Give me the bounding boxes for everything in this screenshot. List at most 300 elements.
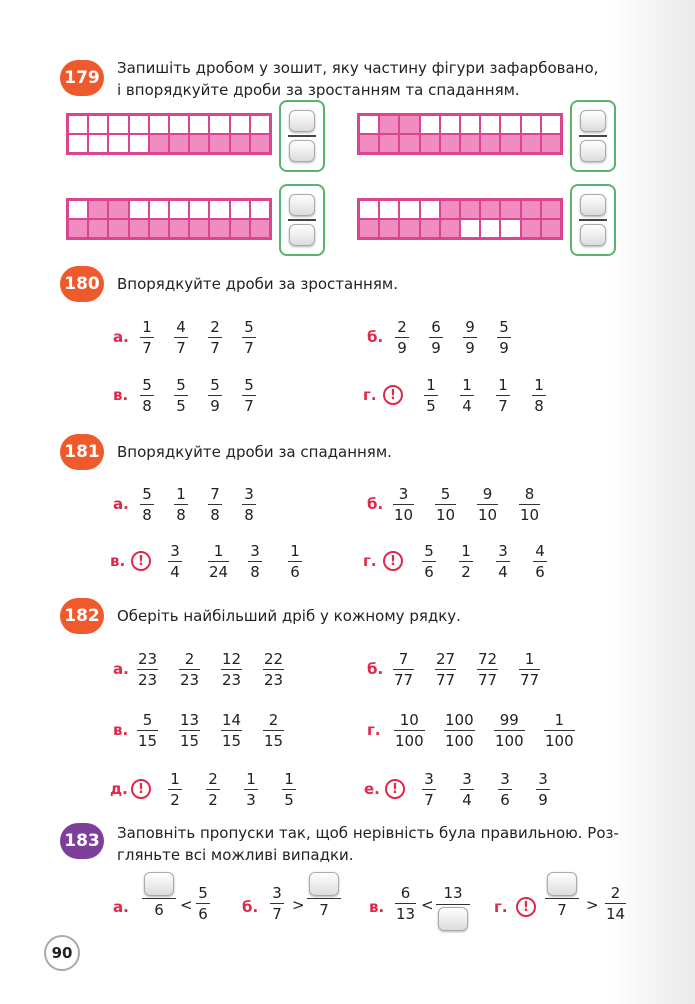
option-letter: г. bbox=[363, 552, 377, 570]
fraction bbox=[174, 318, 188, 357]
fraction bbox=[519, 650, 540, 689]
numerator: 1 bbox=[290, 542, 300, 560]
numerator: 3 bbox=[398, 485, 409, 503]
fraction: 3 7 bbox=[270, 884, 284, 923]
denominator: 7 bbox=[498, 397, 508, 415]
fraction bbox=[424, 376, 438, 415]
fraction bbox=[206, 770, 220, 809]
fraction bbox=[498, 770, 512, 809]
empty-cell bbox=[230, 200, 250, 219]
denominator: 10 bbox=[436, 506, 456, 524]
fraction bbox=[179, 650, 200, 689]
denominator: 9 bbox=[431, 339, 441, 357]
warning-icon: ! bbox=[131, 551, 151, 571]
fraction bbox=[137, 711, 158, 750]
fraction bbox=[477, 650, 498, 689]
denominator: 9 bbox=[210, 397, 220, 415]
fraction bbox=[393, 650, 414, 689]
shaded-cell bbox=[169, 219, 189, 238]
shaded-cell bbox=[359, 134, 379, 153]
denominator: 23 bbox=[138, 671, 158, 689]
shaded-cell bbox=[250, 219, 270, 238]
empty-cell bbox=[460, 115, 480, 134]
denominator: 8 bbox=[250, 563, 260, 581]
denominator: 7 bbox=[244, 339, 254, 357]
blank-input[interactable] bbox=[547, 872, 577, 896]
denominator: 3 bbox=[246, 791, 256, 809]
task-181-badge: 181 bbox=[60, 434, 104, 470]
shaded-cell bbox=[440, 219, 460, 238]
task-180-badge: 180 bbox=[60, 266, 104, 302]
empty-cell bbox=[88, 115, 108, 134]
shaded-cell bbox=[420, 134, 440, 153]
numerator: 5 bbox=[142, 485, 152, 503]
denominator: 6 bbox=[535, 563, 545, 581]
denominator: 24 bbox=[209, 563, 229, 581]
task-179-text-line2: і впорядкуйте дроби за зростанням та спаданням. bbox=[117, 81, 520, 99]
blank-fraction-183d bbox=[545, 872, 579, 919]
numerator: 1 bbox=[170, 770, 180, 788]
shaded-cell bbox=[541, 200, 561, 219]
fraction bbox=[208, 318, 222, 357]
shaded-cell bbox=[420, 219, 440, 238]
fraction bbox=[429, 318, 443, 357]
shaded-cell bbox=[541, 219, 561, 238]
numerator: 5 bbox=[244, 376, 254, 394]
blank-fraction-183c bbox=[436, 884, 470, 931]
numerator: 13 bbox=[443, 884, 463, 902]
denominator: 8 bbox=[142, 397, 152, 415]
task-183-badge: 183 bbox=[60, 823, 104, 859]
empty-cell bbox=[129, 134, 149, 153]
denominator: 6 bbox=[500, 791, 510, 809]
fraction bbox=[494, 711, 525, 750]
denominator: 9 bbox=[538, 791, 548, 809]
fraction bbox=[168, 542, 182, 581]
numerator: 1 bbox=[246, 770, 256, 788]
fraction bbox=[242, 376, 256, 415]
numerator: 1 bbox=[142, 318, 152, 336]
shaded-cell bbox=[108, 200, 128, 219]
fraction bbox=[168, 770, 182, 809]
fraction bbox=[435, 650, 456, 689]
numerator: 7 bbox=[210, 485, 220, 503]
page-number: 90 bbox=[44, 935, 80, 971]
shaded-cell bbox=[500, 200, 520, 219]
numerator: 23 bbox=[138, 650, 158, 668]
numerator: 1 bbox=[461, 542, 471, 560]
numerator: 5 bbox=[176, 376, 186, 394]
fraction bbox=[140, 376, 154, 415]
numerator: 1 bbox=[498, 376, 508, 394]
fraction bbox=[174, 376, 188, 415]
option-letter: а. bbox=[113, 660, 129, 678]
option-letter: б. bbox=[367, 495, 384, 513]
fraction bbox=[533, 542, 547, 581]
empty-cell bbox=[420, 115, 440, 134]
task-179-text-line1: Запишіть дробом у зошит, яку частину фігури зафарбовано, bbox=[117, 59, 599, 77]
option-letter: в. bbox=[113, 386, 129, 404]
denominator: 2 bbox=[461, 563, 471, 581]
option-letter: г. bbox=[494, 898, 508, 916]
task-183-text-line1: Заповніть пропуски так, щоб нерівність була правильною. Роз- bbox=[117, 824, 619, 842]
denominator: 8 bbox=[176, 506, 186, 524]
numerator: 3 bbox=[170, 542, 180, 560]
denominator: 7 bbox=[142, 339, 152, 357]
denominator: 4 bbox=[498, 563, 508, 581]
denominator: 4 bbox=[462, 397, 472, 415]
blank-fraction-183a bbox=[142, 872, 176, 919]
numerator: 8 bbox=[524, 485, 535, 503]
empty-cell bbox=[129, 115, 149, 134]
empty-cell bbox=[500, 115, 520, 134]
denominator: 9 bbox=[499, 339, 509, 357]
empty-cell bbox=[250, 200, 270, 219]
fraction-strip-1 bbox=[66, 113, 272, 155]
fraction bbox=[288, 542, 302, 581]
option-letter: в. bbox=[369, 898, 385, 916]
empty-cell bbox=[209, 200, 229, 219]
fraction bbox=[463, 318, 477, 357]
numerator: 1 bbox=[426, 376, 436, 394]
shaded-cell bbox=[460, 134, 480, 153]
numerator: 5 bbox=[424, 542, 434, 560]
numerator: 4 bbox=[176, 318, 186, 336]
shaded-cell bbox=[379, 219, 399, 238]
numerator: 1 bbox=[462, 376, 472, 394]
numerator: 100 bbox=[445, 711, 474, 729]
numerator: 5 bbox=[499, 318, 509, 336]
denominator: 9 bbox=[465, 339, 475, 357]
empty-cell bbox=[169, 115, 189, 134]
denominator: 100 bbox=[495, 732, 524, 750]
empty-cell bbox=[541, 115, 561, 134]
warning-icon: ! bbox=[383, 385, 403, 405]
numerator: 5 bbox=[142, 376, 152, 394]
fraction bbox=[435, 485, 456, 524]
task-181-text: Впорядкуйте дроби за спаданням. bbox=[117, 443, 392, 461]
shaded-cell bbox=[359, 219, 379, 238]
denominator: 8 bbox=[210, 506, 220, 524]
numerator: 2 bbox=[397, 318, 407, 336]
denominator: 6 bbox=[154, 901, 164, 919]
warning-icon: ! bbox=[516, 897, 536, 917]
empty-cell bbox=[480, 115, 500, 134]
fraction bbox=[263, 650, 284, 689]
shaded-cell bbox=[521, 200, 541, 219]
denominator: 6 bbox=[424, 563, 434, 581]
option-letter: а. bbox=[113, 898, 129, 916]
option-letter: б. bbox=[367, 328, 384, 346]
option-letter: в. bbox=[113, 721, 129, 739]
empty-cell bbox=[68, 200, 88, 219]
denominator: 7 bbox=[176, 339, 186, 357]
empty-cell bbox=[169, 200, 189, 219]
answer-box-1[interactable] bbox=[279, 100, 325, 172]
empty-cell bbox=[230, 115, 250, 134]
fraction bbox=[137, 650, 158, 689]
blank-fraction-183b bbox=[307, 872, 341, 919]
fraction bbox=[422, 542, 436, 581]
empty-cell bbox=[68, 115, 88, 134]
denominator: 5 bbox=[284, 791, 294, 809]
numerator: 2 bbox=[208, 770, 218, 788]
empty-cell bbox=[480, 219, 500, 238]
shaded-cell bbox=[149, 134, 169, 153]
numerator: 3 bbox=[498, 542, 508, 560]
fraction bbox=[477, 485, 498, 524]
option-letter: б. bbox=[242, 898, 259, 916]
fraction bbox=[459, 542, 473, 581]
warning-icon: ! bbox=[383, 551, 403, 571]
shaded-cell bbox=[440, 134, 460, 153]
empty-cell bbox=[359, 200, 379, 219]
fraction bbox=[242, 485, 256, 524]
fraction-strip-3 bbox=[66, 198, 272, 240]
fraction bbox=[460, 770, 474, 809]
fraction bbox=[544, 711, 575, 750]
empty-cell bbox=[108, 115, 128, 134]
numerator: 1 bbox=[554, 711, 565, 729]
denominator: 100 bbox=[445, 732, 474, 750]
option-letter: в. bbox=[110, 552, 126, 570]
shaded-cell bbox=[541, 134, 561, 153]
denominator: 4 bbox=[170, 563, 180, 581]
numerator: 1 bbox=[534, 376, 544, 394]
numerator: 5 bbox=[244, 318, 254, 336]
task-183-text-line2: гляньте всі можливі випадки. bbox=[117, 846, 354, 864]
empty-cell bbox=[399, 200, 419, 219]
fraction bbox=[179, 711, 200, 750]
blank-input[interactable] bbox=[309, 872, 339, 896]
empty-cell bbox=[88, 134, 108, 153]
denominator: 5 bbox=[426, 397, 436, 415]
shaded-cell bbox=[169, 134, 189, 153]
shaded-cell bbox=[521, 219, 541, 238]
empty-cell bbox=[359, 115, 379, 134]
shaded-cell bbox=[379, 115, 399, 134]
empty-cell bbox=[379, 200, 399, 219]
empty-cell bbox=[149, 115, 169, 134]
shaded-cell bbox=[149, 219, 169, 238]
denominator: 2 bbox=[208, 791, 218, 809]
shaded-cell bbox=[399, 115, 419, 134]
denominator: 23 bbox=[180, 671, 200, 689]
numerator: 2 bbox=[210, 318, 220, 336]
answer-box-2[interactable] bbox=[570, 100, 616, 172]
fraction-strip-4 bbox=[357, 198, 563, 240]
shaded-cell bbox=[250, 134, 270, 153]
denominator: 7 bbox=[557, 901, 567, 919]
denominator: 15 bbox=[264, 732, 284, 750]
fraction: 6 13 bbox=[396, 884, 416, 923]
empty-cell bbox=[420, 200, 440, 219]
denominator: 100 bbox=[545, 732, 574, 750]
empty-cell bbox=[209, 115, 229, 134]
task-180-text: Впорядкуйте дроби за зростанням. bbox=[117, 275, 398, 293]
fraction bbox=[497, 318, 511, 357]
fraction bbox=[248, 542, 262, 581]
fraction bbox=[395, 318, 409, 357]
empty-cell bbox=[440, 115, 460, 134]
shaded-cell bbox=[209, 134, 229, 153]
fraction bbox=[519, 485, 540, 524]
fraction bbox=[394, 711, 425, 750]
denominator: 6 bbox=[290, 563, 300, 581]
denominator: 5 bbox=[176, 397, 186, 415]
denominator: 8 bbox=[244, 506, 254, 524]
denominator: 7 bbox=[319, 901, 329, 919]
shaded-cell bbox=[88, 219, 108, 238]
warning-icon: ! bbox=[131, 779, 151, 799]
numerator: 13 bbox=[180, 711, 200, 729]
fraction bbox=[282, 770, 296, 809]
fraction bbox=[532, 376, 546, 415]
fraction bbox=[221, 650, 242, 689]
relation-sign: < bbox=[421, 896, 434, 914]
numerator: 4 bbox=[535, 542, 545, 560]
answer-box-3[interactable] bbox=[279, 184, 325, 256]
relation-sign: > bbox=[292, 896, 305, 914]
shaded-cell bbox=[209, 219, 229, 238]
option-letter: е. bbox=[364, 780, 380, 798]
denominator: 77 bbox=[478, 671, 498, 689]
numerator: 1 bbox=[176, 485, 186, 503]
shaded-cell bbox=[108, 219, 128, 238]
denominator: 10 bbox=[520, 506, 540, 524]
denominator: 2 bbox=[170, 791, 180, 809]
empty-cell bbox=[108, 134, 128, 153]
task-182-badge: 182 bbox=[60, 598, 104, 634]
empty-cell bbox=[521, 115, 541, 134]
denominator: 10 bbox=[478, 506, 498, 524]
numerator: 2 bbox=[268, 711, 279, 729]
shaded-cell bbox=[88, 200, 108, 219]
shaded-cell bbox=[399, 134, 419, 153]
shaded-cell bbox=[230, 134, 250, 153]
fraction: 5 6 bbox=[196, 884, 210, 923]
numerator: 5 bbox=[142, 711, 153, 729]
shaded-cell bbox=[480, 134, 500, 153]
fraction bbox=[140, 318, 154, 357]
shaded-cell bbox=[189, 219, 209, 238]
shaded-cell bbox=[500, 134, 520, 153]
empty-cell bbox=[250, 115, 270, 134]
answer-box-4[interactable] bbox=[570, 184, 616, 256]
option-letter: б. bbox=[367, 660, 384, 678]
fraction bbox=[263, 711, 284, 750]
denominator: 7 bbox=[424, 791, 434, 809]
denominator: 7 bbox=[244, 397, 254, 415]
fraction bbox=[496, 376, 510, 415]
numerator: 9 bbox=[465, 318, 475, 336]
numerator: 14 bbox=[222, 711, 242, 729]
fraction bbox=[208, 485, 222, 524]
fraction bbox=[496, 542, 510, 581]
task-182-text: Оберіть найбільший дріб у кожному рядку. bbox=[117, 607, 461, 625]
option-letter: а. bbox=[113, 495, 129, 513]
fraction bbox=[536, 770, 550, 809]
fraction bbox=[422, 770, 436, 809]
numerator: 1 bbox=[524, 650, 535, 668]
numerator: 3 bbox=[538, 770, 548, 788]
shaded-cell bbox=[480, 200, 500, 219]
empty-cell bbox=[460, 219, 480, 238]
denominator: 9 bbox=[397, 339, 407, 357]
fraction bbox=[393, 485, 414, 524]
denominator: 23 bbox=[264, 671, 284, 689]
denominator: 77 bbox=[520, 671, 540, 689]
numerator: 27 bbox=[436, 650, 456, 668]
empty-cell bbox=[149, 200, 169, 219]
fraction bbox=[242, 318, 256, 357]
fraction-strip-2 bbox=[357, 113, 563, 155]
numerator: 3 bbox=[424, 770, 434, 788]
denominator: 10 bbox=[394, 506, 414, 524]
option-letter: а. bbox=[113, 328, 129, 346]
numerator: 72 bbox=[478, 650, 498, 668]
denominator: 23 bbox=[222, 671, 242, 689]
fraction bbox=[208, 376, 222, 415]
numerator: 3 bbox=[500, 770, 510, 788]
fraction bbox=[221, 711, 242, 750]
shaded-cell bbox=[521, 134, 541, 153]
denominator: 77 bbox=[394, 671, 414, 689]
empty-cell bbox=[500, 219, 520, 238]
numerator: 5 bbox=[210, 376, 220, 394]
relation-sign: < bbox=[180, 896, 193, 914]
shaded-cell bbox=[129, 219, 149, 238]
fraction bbox=[444, 711, 475, 750]
numerator: 2 bbox=[184, 650, 195, 668]
shaded-cell bbox=[399, 219, 419, 238]
option-letter: г. bbox=[367, 721, 381, 739]
denominator: 15 bbox=[138, 732, 158, 750]
blank-input[interactable] bbox=[144, 872, 174, 896]
numerator: 5 bbox=[440, 485, 451, 503]
fraction bbox=[174, 485, 188, 524]
denominator: 8 bbox=[142, 506, 152, 524]
empty-cell bbox=[129, 200, 149, 219]
numerator: 12 bbox=[222, 650, 242, 668]
numerator: 1 bbox=[213, 542, 224, 560]
denominator: 77 bbox=[436, 671, 456, 689]
fraction bbox=[244, 770, 258, 809]
fraction bbox=[460, 376, 474, 415]
task-179-badge: 179 bbox=[60, 60, 104, 96]
numerator: 3 bbox=[462, 770, 472, 788]
denominator: 8 bbox=[534, 397, 544, 415]
numerator: 3 bbox=[250, 542, 260, 560]
denominator: 100 bbox=[395, 732, 424, 750]
numerator: 3 bbox=[244, 485, 254, 503]
shaded-cell bbox=[230, 219, 250, 238]
empty-cell bbox=[68, 134, 88, 153]
warning-icon: ! bbox=[385, 779, 405, 799]
shaded-cell bbox=[68, 219, 88, 238]
numerator: 1 bbox=[284, 770, 294, 788]
shaded-cell bbox=[379, 134, 399, 153]
empty-cell bbox=[189, 115, 209, 134]
denominator: 15 bbox=[180, 732, 200, 750]
numerator: 10 bbox=[399, 711, 419, 729]
fraction: 2 14 bbox=[606, 884, 626, 923]
shaded-cell bbox=[440, 200, 460, 219]
blank-input[interactable] bbox=[438, 907, 468, 931]
numerator: 7 bbox=[398, 650, 409, 668]
shaded-cell bbox=[460, 200, 480, 219]
relation-sign: > bbox=[586, 896, 599, 914]
